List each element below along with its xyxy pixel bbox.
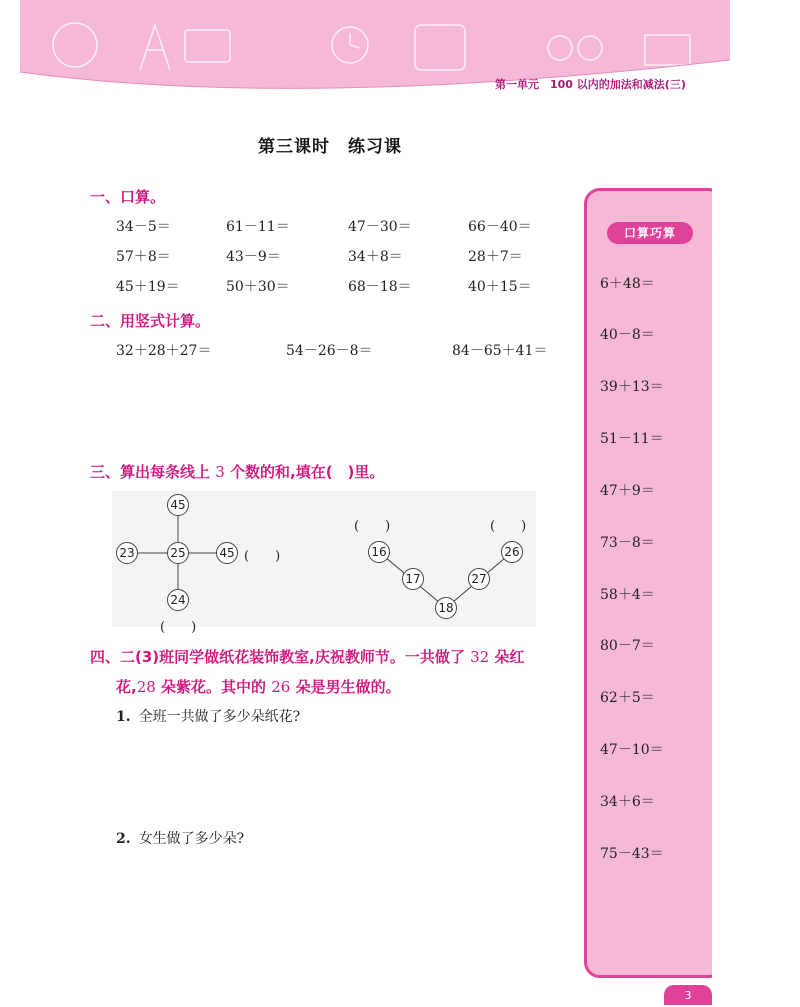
question-text: 全班一共做了多少朵纸花? <box>138 709 301 725</box>
panel-calc-item: 34＋6＝ <box>600 794 655 810</box>
section4-line1 <box>90 646 524 667</box>
page-number: 3 <box>664 985 712 1005</box>
calc-item: 57＋8＝ <box>116 249 171 265</box>
calc-item: 34＋8＝ <box>348 249 403 265</box>
number-circle: 26 <box>501 541 523 563</box>
unit-label: 第一单元 <box>495 78 539 91</box>
calc-item: 40＋15＝ <box>468 279 532 295</box>
calc-item: 50＋30＝ <box>226 279 290 295</box>
panel-calc-item: 51－11＝ <box>600 431 664 447</box>
number-circle: 18 <box>435 597 457 619</box>
section4-text: 花, <box>116 678 137 696</box>
oral-tips-badge: 口算巧算 <box>607 222 693 244</box>
answer-blank[interactable]: ( ) <box>490 519 527 534</box>
panel-calc-item: 80－7＝ <box>600 638 655 654</box>
calc-item: 47－30＝ <box>348 219 412 235</box>
section2-title: 二、用竖式计算。 <box>90 312 211 330</box>
panel-calc-item: 75－43＝ <box>600 846 664 862</box>
section3-title-a: 三、算出每条线上 <box>90 463 216 481</box>
section1-title: 一、口算。 <box>90 188 166 206</box>
section4-line2 <box>116 676 401 697</box>
section4-text: 朵是男生做的。 <box>290 678 401 696</box>
question-number: 2. <box>116 831 131 847</box>
vertical-calc-item: 54－26－8＝ <box>286 343 373 359</box>
question-number: 1. <box>116 709 131 725</box>
number-circle: 23 <box>116 542 138 564</box>
section3-title-num: 3 <box>215 463 225 481</box>
number-circle: 27 <box>468 568 490 590</box>
vertical-calc-item: 32＋28＋27＝ <box>116 343 212 359</box>
section4-number: 28 <box>136 678 156 696</box>
panel-calc-item: 40－8＝ <box>600 327 655 343</box>
answer-blank[interactable]: ( ) <box>244 549 281 564</box>
lesson-title: 第三课时 练习课 <box>258 137 402 157</box>
question-1 <box>116 706 300 726</box>
section4-text: 朵紫花。其中的 <box>155 678 272 696</box>
panel-calc-item: 47－10＝ <box>600 742 664 758</box>
panel-calc-item: 62＋5＝ <box>600 690 655 706</box>
unit-topic: 100 以内的加法和减法(三) <box>550 78 686 91</box>
calc-item: 43－9＝ <box>226 249 281 265</box>
answer-blank[interactable]: ( ) <box>354 519 391 534</box>
number-circle: 17 <box>402 568 424 590</box>
calc-item: 68－18＝ <box>348 279 412 295</box>
panel-right-cutoff <box>712 188 800 988</box>
number-circle: 25 <box>167 542 189 564</box>
number-circle: 16 <box>368 541 390 563</box>
question-text: 女生做了多少朵? <box>138 831 245 847</box>
panel-calc-item: 47＋9＝ <box>600 483 655 499</box>
number-circle: 24 <box>167 589 189 611</box>
panel-calc-item: 58＋4＝ <box>600 587 655 603</box>
calc-item: 28＋7＝ <box>468 249 523 265</box>
section4-number: 26 <box>271 678 291 696</box>
section4-text: 朵红 <box>489 648 525 666</box>
calc-item: 45＋19＝ <box>116 279 180 295</box>
answer-blank[interactable]: ( ) <box>160 620 197 635</box>
section4-number: 32 <box>470 648 490 666</box>
panel-calc-item: 39＋13＝ <box>600 379 664 395</box>
calc-item: 66－40＝ <box>468 219 532 235</box>
vertical-calc-item: 84－65＋41＝ <box>452 343 548 359</box>
number-circle: 45 <box>216 542 238 564</box>
calc-item: 61－11＝ <box>226 219 290 235</box>
panel-calc-item: 73－8＝ <box>600 535 655 551</box>
section4-text: 四、二(3)班同学做纸花装饰教室,庆祝教师节。一共做了 <box>90 648 471 666</box>
calc-item: 34－5＝ <box>116 219 171 235</box>
section3-title-b: 个数的和,填在( )里。 <box>224 463 385 481</box>
number-circle: 45 <box>167 494 189 516</box>
panel-calc-item: 6＋48＝ <box>600 276 655 292</box>
question-2 <box>116 828 244 848</box>
